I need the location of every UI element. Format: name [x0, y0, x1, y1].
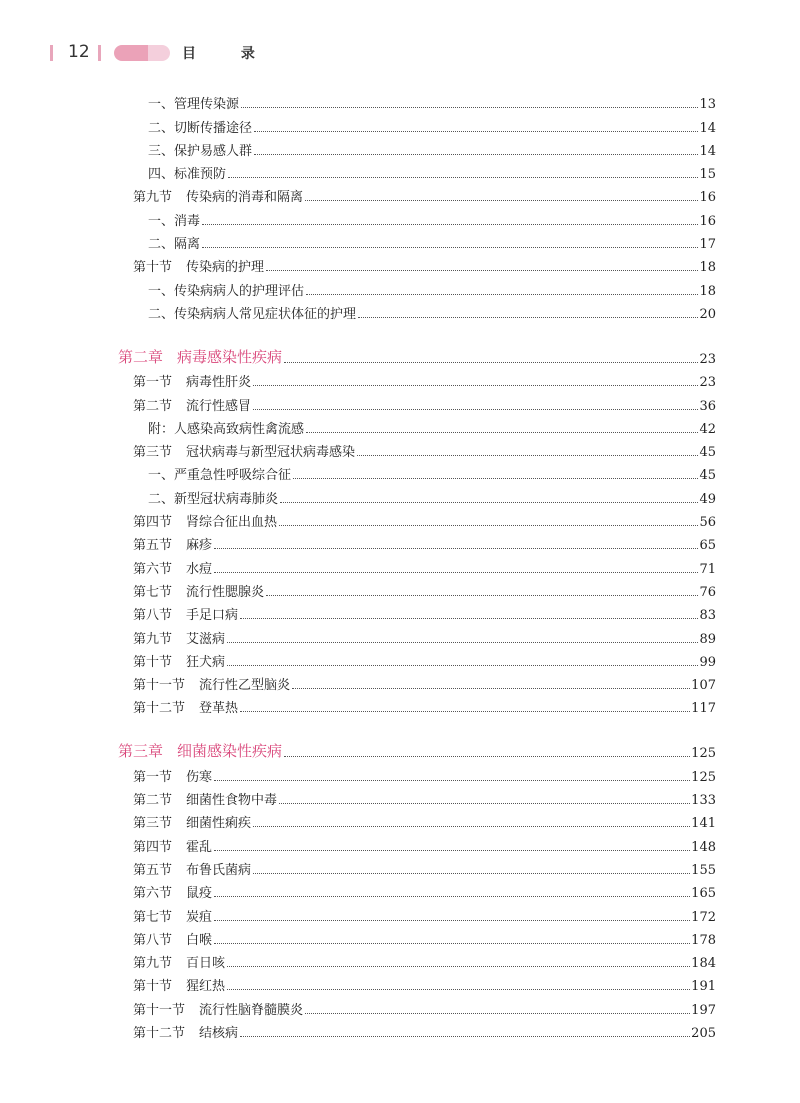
toc-page-number: 133	[691, 793, 716, 809]
toc-entry-title: 冠状病毒与新型冠状病毒感染	[186, 445, 356, 461]
toc-page-number: 56	[699, 515, 716, 531]
toc-item-entry[interactable]	[0, 229, 800, 252]
toc-entry-title: 白喉	[186, 932, 213, 948]
dot-leader	[293, 478, 698, 479]
toc-entry-number: 第十节	[133, 979, 173, 995]
dot-leader	[253, 826, 690, 827]
toc-entry-label	[133, 395, 251, 414]
toc-page-number: 197	[691, 1002, 716, 1018]
toc-page-number: 18	[699, 260, 716, 276]
toc-entry-label	[133, 999, 303, 1018]
toc-page-number: 125	[691, 746, 716, 762]
dot-leader	[214, 943, 690, 944]
toc-section-entry[interactable]	[0, 901, 800, 924]
toc-entry-label	[133, 975, 225, 994]
toc-page-number: 42	[699, 421, 716, 437]
dot-leader	[284, 756, 690, 757]
toc-entry-title: 布鲁氏菌病	[186, 862, 252, 878]
toc-section-entry[interactable]	[0, 367, 800, 390]
toc-entry-title: 一、管理传染源	[148, 97, 240, 113]
toc-entry-label	[148, 117, 252, 136]
dot-leader	[227, 989, 690, 990]
toc-page-number: 83	[699, 608, 716, 624]
toc-entry-title: 传染病的消毒和隔离	[186, 190, 304, 206]
dot-leader	[214, 572, 698, 573]
dot-leader	[254, 131, 698, 132]
dot-leader	[254, 154, 698, 155]
toc-entry-title: 水痘	[186, 561, 213, 577]
dot-leader	[253, 409, 698, 410]
toc-item-entry[interactable]	[0, 299, 800, 322]
dot-leader	[202, 224, 698, 225]
dot-leader	[240, 618, 698, 619]
toc-entry-number: 第十二节	[133, 701, 186, 717]
dot-leader	[241, 107, 698, 108]
toc-section-entry[interactable]	[0, 761, 800, 784]
toc-entry-label	[133, 256, 264, 275]
toc-entry-label	[133, 441, 355, 460]
toc-page-number: 36	[699, 398, 716, 414]
toc-page-number: 20	[699, 306, 716, 322]
toc-entry-number: 第八节	[133, 608, 173, 624]
toc-entry-number: 第十一节	[133, 1002, 186, 1018]
header-decoration-light	[148, 45, 170, 61]
toc-section-entry[interactable]	[0, 693, 800, 716]
toc-entry-number: 第五节	[133, 862, 173, 878]
toc-entry-label	[133, 766, 212, 785]
toc-entry-title: 细菌性食物中毒	[186, 793, 278, 809]
toc-entry-label	[133, 604, 238, 623]
toc-item-entry[interactable]	[0, 460, 800, 483]
dot-leader	[266, 270, 698, 271]
toc-page-number: 45	[699, 445, 716, 461]
dot-leader	[227, 966, 690, 967]
toc-item-entry[interactable]	[0, 275, 800, 298]
toc-entry-title: 细菌性痢疾	[186, 816, 252, 832]
toc-section-entry[interactable]	[0, 623, 800, 646]
toc-entry-number: 第二节	[133, 793, 173, 809]
toc-entry-label	[133, 952, 225, 971]
dot-leader	[266, 595, 698, 596]
toc-section-entry[interactable]	[0, 670, 800, 693]
toc-item-entry[interactable]	[0, 414, 800, 437]
toc-entry-number: 第九节	[133, 631, 173, 647]
toc-entry-label	[133, 371, 251, 390]
toc-page-number: 16	[699, 190, 716, 206]
dot-leader	[214, 780, 690, 781]
toc-page-number: 14	[699, 120, 716, 136]
toc-item-entry[interactable]	[0, 112, 800, 135]
dot-leader	[253, 385, 698, 386]
toc-entry-number: 第八节	[133, 932, 173, 948]
toc-section-entry[interactable]	[0, 553, 800, 576]
toc-entry-number: 第七节	[133, 584, 173, 600]
toc-page-number: 117	[691, 701, 716, 717]
dot-leader	[253, 873, 690, 874]
toc-page-number: 45	[699, 468, 716, 484]
toc-entry-label	[148, 464, 291, 483]
toc-entry-label	[148, 93, 239, 112]
dot-leader	[357, 455, 698, 456]
toc-entry-title: 鼠疫	[186, 886, 213, 902]
toc-entry-number: 第十节	[133, 654, 173, 670]
toc-entry-title: 二、传染病病人常见症状体征的护理	[148, 306, 357, 322]
toc-entry-title: 狂犬病	[186, 654, 226, 670]
toc-chapter-entry[interactable]	[0, 735, 800, 761]
toc-entry-number: 第二节	[133, 398, 173, 414]
toc-entry-title: 伤寒	[186, 769, 213, 785]
toc-page-number: 125	[691, 769, 716, 785]
toc-page-number: 107	[691, 678, 716, 694]
dot-leader	[214, 896, 690, 897]
toc-section-entry[interactable]	[0, 577, 800, 600]
page-number: 12	[68, 42, 90, 62]
toc-entry-label	[148, 140, 252, 159]
toc-page-number: 17	[699, 237, 716, 253]
toc-entry-title: 登革热	[199, 701, 239, 717]
toc-page-number: 23	[699, 375, 716, 391]
toc-entry-title: 结核病	[199, 1025, 239, 1041]
toc-entry-number: 第三节	[133, 816, 173, 832]
toc-section-entry[interactable]	[0, 252, 800, 275]
toc-entry-title: 流行性腮腺炎	[186, 584, 265, 600]
dot-leader	[227, 642, 698, 643]
dot-leader	[279, 803, 690, 804]
toc-page-number: 191	[691, 979, 716, 995]
dot-leader	[202, 247, 698, 248]
dot-leader	[292, 688, 690, 689]
toc-entry-title: 二、新型冠状病毒肺炎	[148, 491, 279, 507]
toc-entry-title: 附：人感染高致病性禽流感	[148, 421, 305, 437]
toc-entry-title: 传染病的护理	[186, 260, 265, 276]
toc-entry-label	[133, 628, 225, 647]
toc-entry-title: 二、切断传播途径	[148, 120, 253, 136]
toc-section-entry[interactable]	[0, 971, 800, 994]
toc-entry-title: 流行性感冒	[186, 398, 252, 414]
toc-page-number: 178	[691, 932, 716, 948]
toc-entry-title: 细菌感染性疾病	[177, 742, 283, 761]
dot-leader	[228, 177, 698, 178]
toc-entry-number: 第二章	[118, 347, 164, 366]
toc-entry-title: 一、消毒	[148, 213, 201, 229]
toc-section-entry[interactable]	[0, 855, 800, 878]
toc-entry-label	[133, 511, 277, 530]
toc-entry-number: 第一节	[133, 375, 173, 391]
toc-entry-title: 一、传染病病人的护理评估	[148, 283, 305, 299]
dot-leader	[284, 362, 698, 363]
toc-entry-label	[148, 210, 200, 229]
toc-entry-label	[133, 836, 212, 855]
dot-leader	[280, 502, 698, 503]
toc-entry-label	[133, 581, 264, 600]
toc-page-number: 65	[699, 538, 716, 554]
toc-page-number: 99	[699, 654, 716, 670]
toc-page-number: 13	[699, 97, 716, 113]
toc-section-entry[interactable]	[0, 878, 800, 901]
toc-page-number: 89	[699, 631, 716, 647]
toc-entry-number: 第四节	[133, 839, 173, 855]
toc-entry-number: 第五节	[133, 538, 173, 554]
toc-section-entry[interactable]	[0, 785, 800, 808]
toc-entry-label	[133, 929, 212, 948]
toc-entry-label	[133, 812, 251, 831]
toc-page-number: 141	[691, 816, 716, 832]
toc-entry-title: 手足口病	[186, 608, 239, 624]
toc-item-entry[interactable]	[0, 89, 800, 112]
page-header	[50, 40, 750, 64]
toc-entry-label	[133, 558, 212, 577]
toc-item-entry[interactable]	[0, 159, 800, 182]
toc-entry-number: 第三章	[118, 742, 164, 761]
toc-entry-label	[133, 882, 212, 901]
toc-entry-number: 第九节	[133, 956, 173, 972]
toc-entry-label	[118, 346, 282, 367]
toc-entry-title: 百日咳	[186, 956, 226, 972]
toc-entry-title: 三、保护易感人群	[148, 143, 253, 159]
toc-entry-title: 艾滋病	[186, 631, 226, 647]
dot-leader	[279, 525, 698, 526]
toc-entry-label	[148, 280, 304, 299]
toc-entry-label	[148, 418, 304, 437]
page-title: 目 录	[182, 46, 275, 62]
dot-leader	[214, 548, 698, 549]
toc-item-entry[interactable]	[0, 205, 800, 228]
toc-entry-label	[133, 674, 290, 693]
dot-leader	[227, 665, 698, 666]
dot-leader	[240, 1036, 690, 1037]
dot-leader	[214, 920, 690, 921]
toc-section-entry[interactable]	[0, 390, 800, 413]
toc-item-entry[interactable]	[0, 136, 800, 159]
toc-section-entry[interactable]	[0, 808, 800, 831]
toc-entry-number: 第三节	[133, 445, 173, 461]
dot-leader	[306, 294, 698, 295]
toc-page-number: 205	[691, 1025, 716, 1041]
toc-entry-title: 霍乱	[186, 839, 213, 855]
toc-page-number: 14	[699, 143, 716, 159]
toc-section-entry[interactable]	[0, 994, 800, 1017]
toc-entry-label	[148, 303, 356, 322]
toc-page-number: 184	[691, 956, 716, 972]
toc-page-number: 155	[691, 862, 716, 878]
toc-entry-label	[148, 163, 226, 182]
toc-entry-label	[133, 186, 303, 205]
toc-page-number: 71	[699, 561, 716, 577]
toc-section-entry[interactable]	[0, 507, 800, 530]
toc-entry-title: 炭疽	[186, 909, 213, 925]
dot-leader	[305, 200, 698, 201]
toc-section-entry[interactable]	[0, 647, 800, 670]
toc-entry-label	[133, 534, 212, 553]
toc-page-number: 172	[691, 909, 716, 925]
toc-section-entry[interactable]	[0, 530, 800, 553]
toc-entry-label	[133, 697, 238, 716]
toc-entry-number: 第七节	[133, 909, 173, 925]
dot-leader	[214, 850, 690, 851]
toc-section-entry[interactable]	[0, 1018, 800, 1041]
header-divider-left	[50, 45, 53, 61]
toc-section-entry[interactable]	[0, 600, 800, 623]
toc-page-number: 18	[699, 283, 716, 299]
toc-page-number: 148	[691, 839, 716, 855]
toc-entry-number: 第一节	[133, 769, 173, 785]
toc-entry-title: 病毒感染性疾病	[177, 347, 283, 366]
toc-entry-title: 流行性脑脊髓膜炎	[199, 1002, 304, 1018]
toc-entry-label	[133, 789, 277, 808]
toc-section-entry[interactable]	[0, 831, 800, 854]
dot-leader	[240, 711, 690, 712]
toc-page-number: 23	[699, 351, 716, 367]
toc-page-number: 15	[699, 167, 716, 183]
toc-entry-number: 第六节	[133, 561, 173, 577]
toc-entry-label	[148, 488, 278, 507]
table-of-contents	[0, 89, 800, 1041]
toc-entry-title: 流行性乙型脑炎	[199, 678, 291, 694]
dot-leader	[305, 1013, 690, 1014]
toc-entry-label	[133, 906, 212, 925]
toc-entry-label	[148, 233, 200, 252]
toc-entry-label	[118, 740, 282, 761]
toc-section-entry[interactable]	[0, 182, 800, 205]
toc-entry-label	[133, 1022, 238, 1041]
toc-entry-number: 第十二节	[133, 1025, 186, 1041]
toc-entry-title: 病毒性肝炎	[186, 375, 252, 391]
toc-entry-title: 麻疹	[186, 538, 213, 554]
toc-entry-label	[133, 859, 251, 878]
toc-entry-number: 第九节	[133, 190, 173, 206]
toc-entry-number: 第六节	[133, 886, 173, 902]
toc-entry-number: 第四节	[133, 515, 173, 531]
toc-section-entry[interactable]	[0, 948, 800, 971]
toc-entry-number: 第十节	[133, 260, 173, 276]
toc-entry-title: 猩红热	[186, 979, 226, 995]
toc-chapter-entry[interactable]	[0, 341, 800, 367]
header-divider-right	[98, 45, 101, 61]
toc-entry-title: 二、隔离	[148, 237, 201, 253]
toc-section-entry[interactable]	[0, 925, 800, 948]
toc-page-number: 165	[691, 886, 716, 902]
toc-entry-title: 一、严重急性呼吸综合征	[148, 468, 292, 484]
dot-leader	[306, 432, 698, 433]
toc-entry-title: 四、标准预防	[148, 167, 227, 183]
toc-section-entry[interactable]	[0, 437, 800, 460]
dot-leader	[358, 317, 698, 318]
toc-item-entry[interactable]	[0, 483, 800, 506]
header-decoration-dark	[114, 45, 148, 61]
toc-entry-title: 肾综合征出血热	[186, 515, 278, 531]
toc-entry-label	[133, 651, 225, 670]
toc-page-number: 76	[699, 584, 716, 600]
toc-entry-number: 第十一节	[133, 678, 186, 694]
toc-page-number: 16	[699, 213, 716, 229]
toc-page-number: 49	[699, 491, 716, 507]
